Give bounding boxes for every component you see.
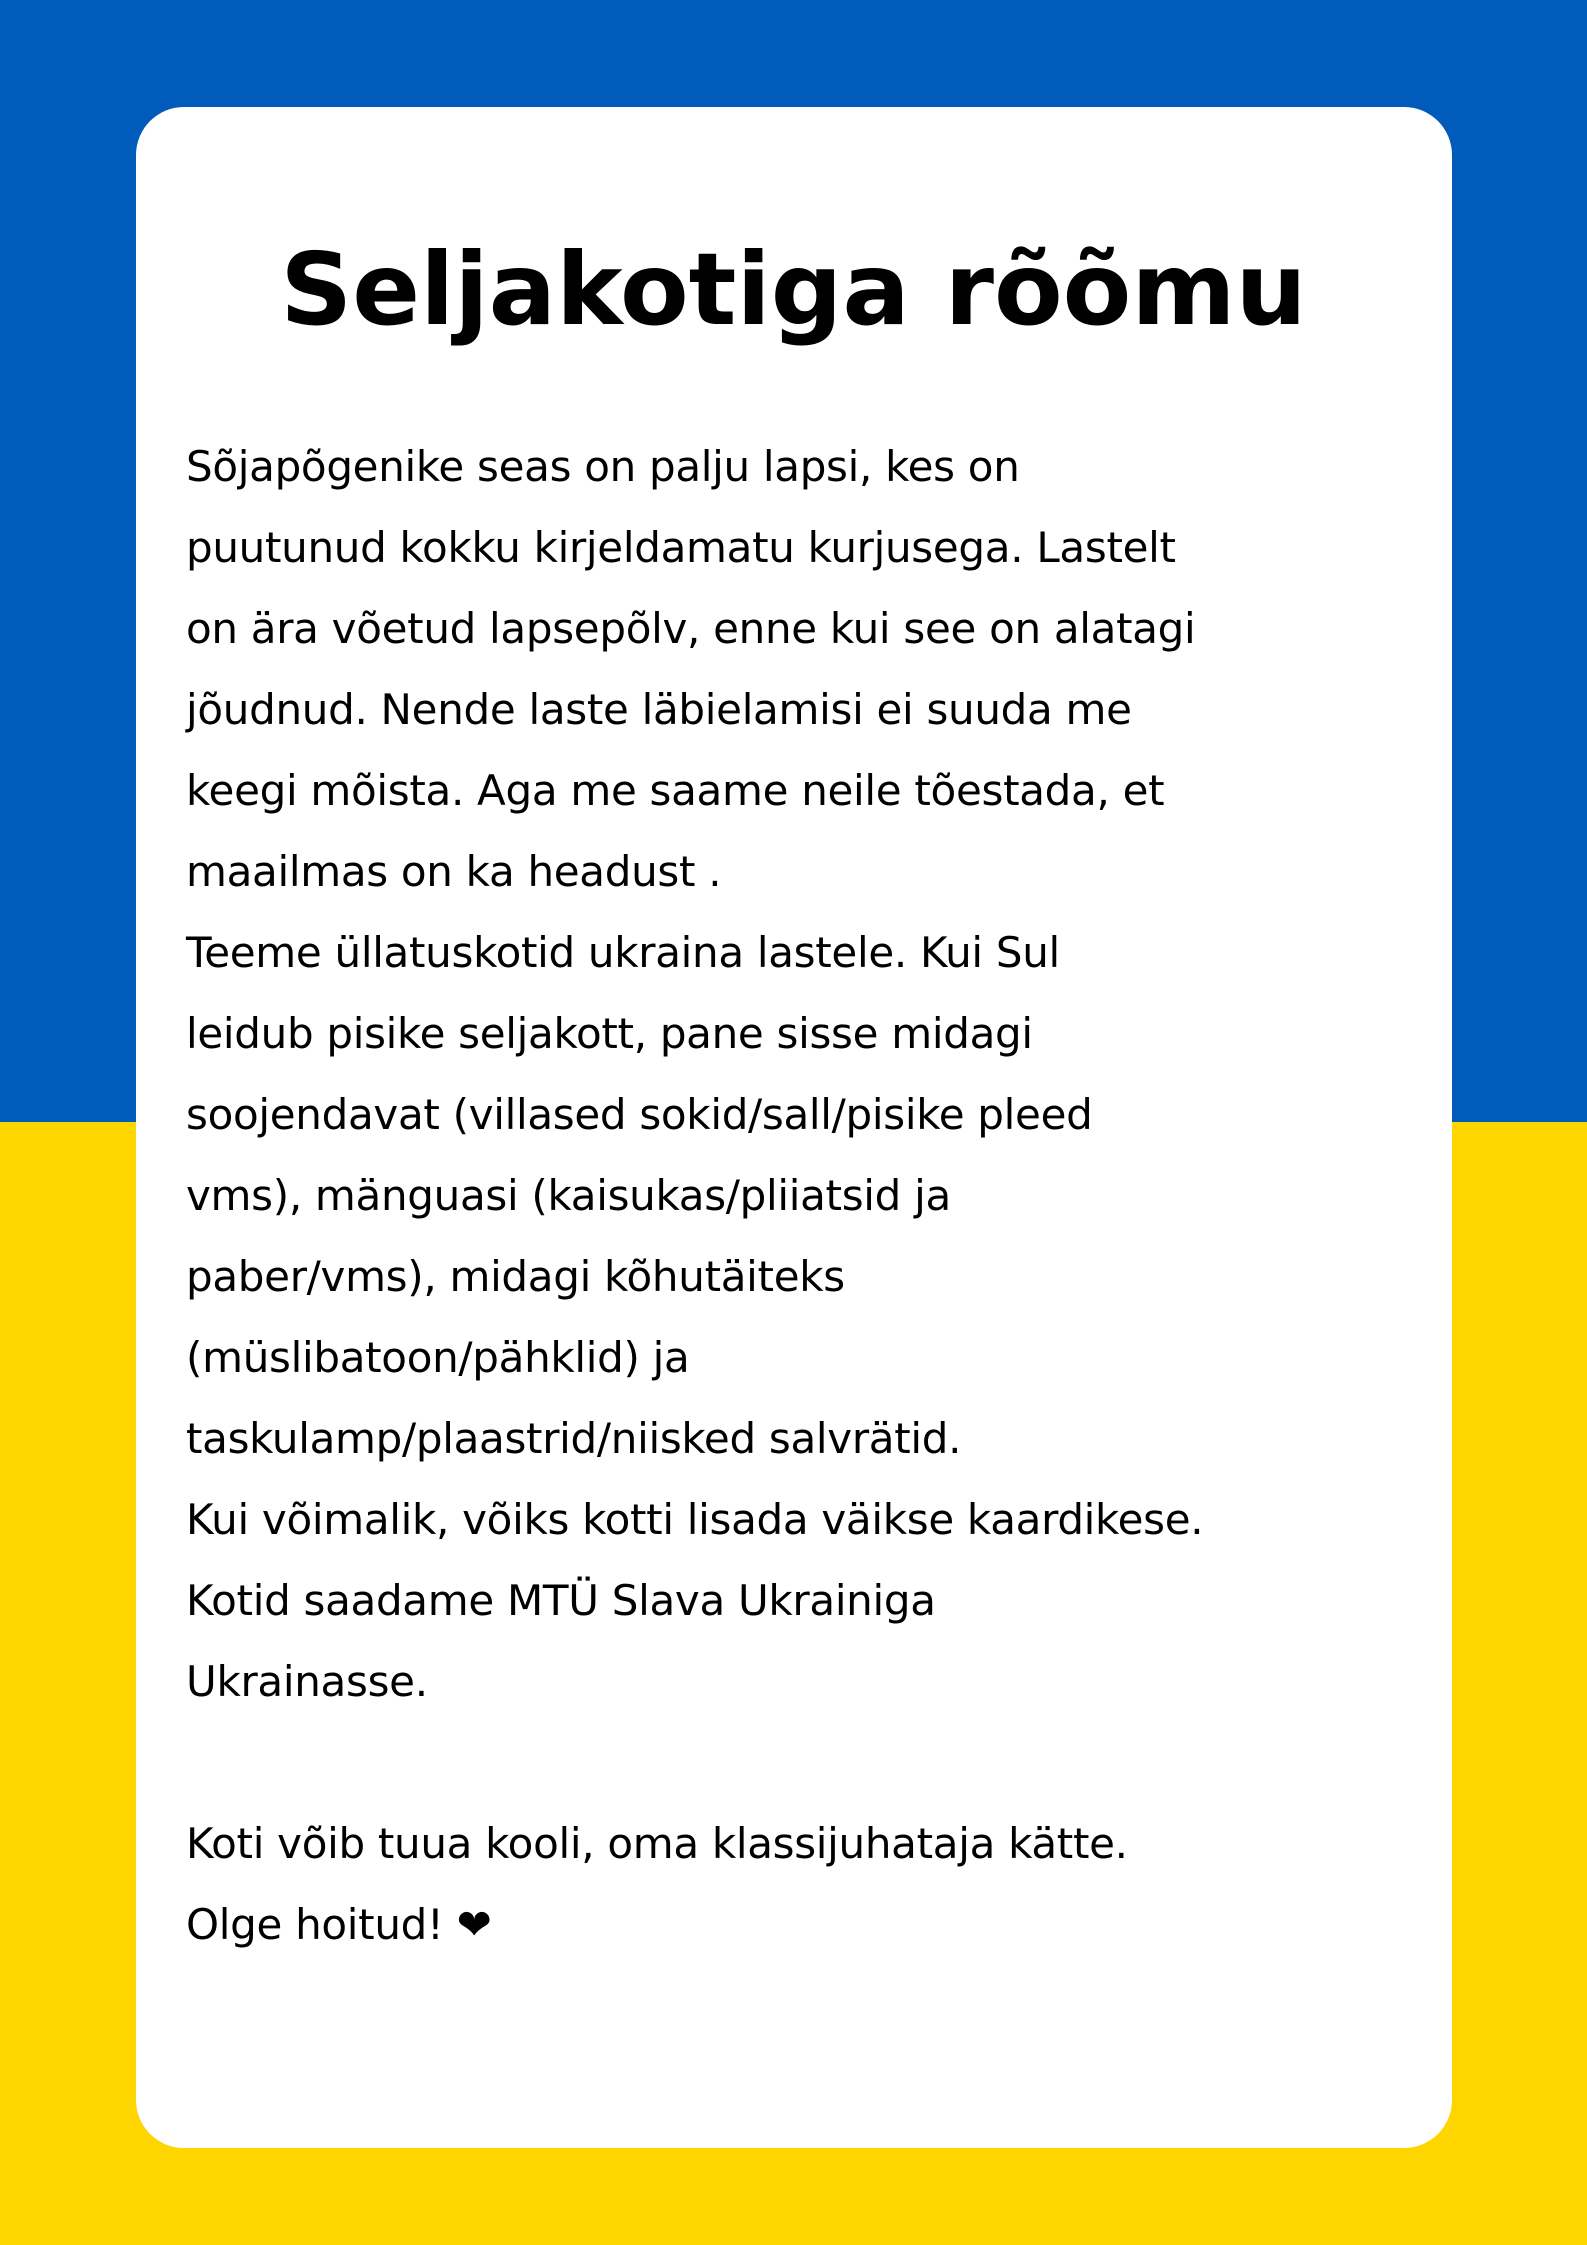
body-line: leidub pisike seljakott, pane sisse midagi bbox=[186, 1009, 1033, 1058]
body-line: paber/vms), midagi kõhutäiteks bbox=[186, 1252, 845, 1301]
body-line: on ära võetud lapsepõlv, enne kui see on alatagi bbox=[186, 604, 1196, 653]
notice-body bbox=[186, 426, 1426, 1965]
body-line: Kotid saadame MTÜ Slava Ukrainiga bbox=[186, 1576, 936, 1625]
body-line: Ukrainasse. bbox=[186, 1657, 428, 1706]
blank-line bbox=[186, 1722, 1426, 1803]
closing-line: Olge hoitud! ❤ bbox=[186, 1900, 492, 1949]
body-line: taskulamp/plaastrid/niisked salvrätid. bbox=[186, 1414, 962, 1463]
body-line: Sõjapõgenike seas on palju lapsi, kes on bbox=[186, 442, 1020, 491]
body-line: maailmas on ka headust . bbox=[186, 847, 722, 896]
page-title: Seljakotiga rõõmu bbox=[280, 231, 1307, 348]
body-line: Koti võib tuua kooli, oma klassijuhataja kätte. bbox=[186, 1819, 1128, 1868]
body-line: soojendavat (villased sokid/sall/pisike pleed bbox=[186, 1090, 1093, 1139]
body-line: (müslibatoon/pähklid) ja bbox=[186, 1333, 690, 1382]
body-line: Teeme üllatuskotid ukraina lastele. Kui Sul bbox=[186, 928, 1060, 977]
body-line: Kui võimalik, võiks kotti lisada väikse kaardikese. bbox=[186, 1495, 1204, 1544]
body-line: keegi mõista. Aga me saame neile tõestada, et bbox=[186, 766, 1165, 815]
body-line: jõudnud. Nende laste läbielamisi ei suuda me bbox=[186, 685, 1132, 734]
body-line: vms), mänguasi (kaisukas/pliiatsid ja bbox=[186, 1171, 951, 1220]
body-line: puutunud kokku kirjeldamatu kurjusega. Lastelt bbox=[186, 523, 1176, 572]
